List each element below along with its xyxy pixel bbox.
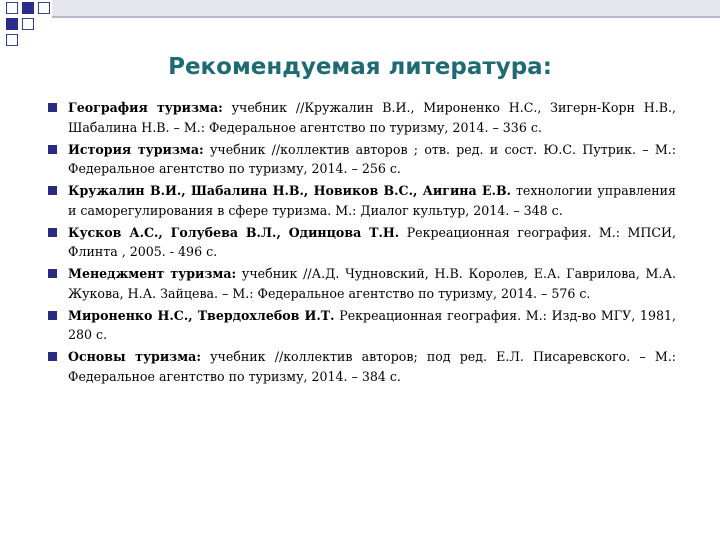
literature-list — [48, 98, 676, 389]
item-text: учебник //Кружалин В.И., Мироненко Н.С., Зигерн-Корн Н.В., Шабалина Н.В. – М.: Федеральное агентство по туризму, 2014. – 336 с. — [68, 100, 676, 135]
item-lead: Кусков А.С., Голубева В.Л., Одинцова Т.Н. — [68, 224, 400, 240]
slide-title: Рекомендуемая литература: — [168, 54, 552, 80]
bullet-square-icon — [48, 311, 57, 320]
bullet-square-icon — [48, 103, 57, 112]
decor-square — [6, 34, 18, 46]
item-lead: Мироненко Н.С., Твердохлебов И.Т. — [68, 307, 335, 323]
list-item — [48, 140, 676, 179]
list-item — [48, 98, 676, 137]
decor-square — [38, 2, 50, 14]
item-lead: История туризма: — [68, 141, 204, 157]
decor-square — [6, 18, 18, 30]
decor-square — [6, 2, 18, 14]
list-item — [48, 223, 676, 262]
top-decorative-bar — [52, 0, 720, 16]
decor-square — [22, 2, 34, 14]
bullet-square-icon — [48, 352, 57, 361]
list-item — [48, 347, 676, 386]
list-item — [48, 264, 676, 303]
item-text: технологии управления и саморегулирования в сфере туризма. М.: Диалог культур, 2014. – 348 с. — [68, 183, 676, 218]
top-decorative-line — [52, 16, 720, 18]
item-text: учебник //А.Д. Чудновский, Н.В. Королев, Е.А. Гаврилова, М.А. Жукова, Н.А. Зайцева. – М.: Федеральное агентство по туризму, 2014. – 576 с. — [68, 266, 676, 301]
item-text: учебник //коллектив авторов; под ред. Е.Л. Писаревского. – М.: Федеральное агентство по туризму, 2014. – 384 с. — [68, 349, 676, 384]
bullet-square-icon — [48, 228, 57, 237]
bullet-square-icon — [48, 186, 57, 195]
item-text: учебник //коллектив авторов ; отв. ред. и сост. Ю.С. Путрик. – М.: Федеральное агентство по туризму, 2014. – 256 с. — [68, 141, 677, 176]
bullet-square-icon — [48, 269, 57, 278]
bullet-square-icon — [48, 145, 57, 154]
item-text: Рекреационная география. М.: МПСИ, Флинта , 2005. - 496 с. — [68, 224, 676, 259]
decor-square — [22, 18, 34, 30]
list-item — [48, 306, 676, 345]
item-text: Рекреационная география. М.: Изд-во МГУ, 1981, 280 с. — [68, 307, 676, 342]
item-lead: Основы туризма: — [68, 349, 201, 364]
item-lead: Кружалин В.И., Шабалина Н.В., Новиков В.С., Аигина Е.В. — [68, 183, 512, 198]
item-lead: Менеджмент туризма: — [68, 266, 237, 281]
list-item — [48, 181, 676, 220]
corner-squares-decoration — [0, 0, 60, 50]
item-lead: География туризма: — [68, 100, 223, 115]
